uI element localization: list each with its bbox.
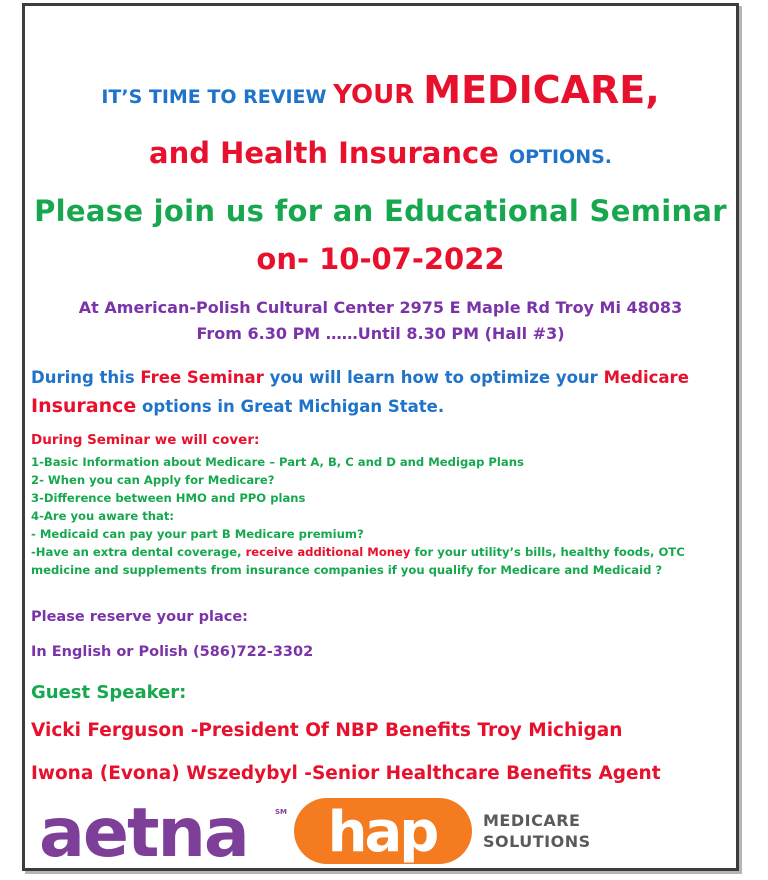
cover-item: - Medicaid can pay your part B Medicare premium? (31, 527, 364, 541)
headline-health-text: and Health Insurance (149, 136, 509, 170)
seminar-date: on- 10-07-2022 (256, 242, 505, 276)
headline-your: YOUR (333, 80, 424, 110)
headline-options: OPTIONS. (508, 146, 612, 168)
cover-item: 4-Are you aware that: (31, 509, 175, 523)
hap-solutions-label: SOLUTIONS (483, 832, 591, 851)
intro-insurance: Insurance (31, 395, 137, 417)
intro-text-1: During this (31, 368, 141, 387)
guest-speaker-title: Guest Speaker: (31, 682, 187, 703)
hap-medicare-label: MEDICARE (483, 811, 581, 830)
cover-item: 3-Difference between HMO and PPO plans (31, 491, 306, 505)
aetna-service-mark: SM (275, 808, 288, 816)
headline-health-insurance (25, 136, 736, 170)
seminar-invite: Please join us for an Educational Seminar (34, 194, 727, 228)
headline-medicare: MEDICARE, (423, 68, 660, 112)
cover-title: During Seminar we will cover: (31, 432, 260, 448)
hap-logo (292, 796, 477, 868)
hap-medicare-solutions (483, 810, 591, 852)
seminar-time: From 6.30 PM ……Until 8.30 PM (Hall #3) (196, 324, 565, 343)
reserve-phone: In English or Polish (586)722-3302 (31, 644, 314, 660)
hap-logo-text: hap (327, 800, 437, 865)
cover-extra-text-2: for your utility’s bills, healthy foods, OTC (410, 545, 685, 559)
cover-extra-money: receive additional Money (245, 545, 411, 559)
intro-text-2: you will learn how to optimize your (263, 368, 604, 387)
cover-item-extra-2: medicine and supplements from insurance companies if you qualify for Medicare and Medicaid ? (31, 563, 663, 577)
speaker-2: Iwona (Evona) Wszedybyl -Senior Healthcare Benefits Agent (31, 763, 661, 784)
intro-free-seminar: Free Seminar (140, 368, 264, 387)
headline-review (25, 68, 736, 112)
intro-paragraph (31, 364, 721, 421)
sponsor-logos (25, 794, 736, 873)
cover-item: 2- When you can Apply for Medicare? (31, 473, 275, 487)
intro-medicare: Medicare (603, 368, 689, 387)
reserve-title: Please reserve your place: (31, 609, 248, 625)
cover-extra-text-1: -Have an extra dental coverage, (31, 545, 246, 559)
intro-text-3: options in Great Michigan State. (136, 397, 445, 416)
speaker-1: Vicki Ferguson -President Of NBP Benefits Troy Michigan (31, 720, 623, 741)
aetna-logo: aetna (39, 794, 248, 873)
cover-item-extra (31, 544, 685, 562)
cover-item: 1-Basic Information about Medicare – Part A, B, C and D and Medigap Plans (31, 455, 524, 469)
seminar-address: At American-Polish Cultural Center 2975 E Maple Rd Troy Mi 48083 (78, 298, 683, 317)
flyer-frame (22, 3, 739, 871)
headline-review-text: IT’S TIME TO REVIEW (101, 86, 334, 108)
